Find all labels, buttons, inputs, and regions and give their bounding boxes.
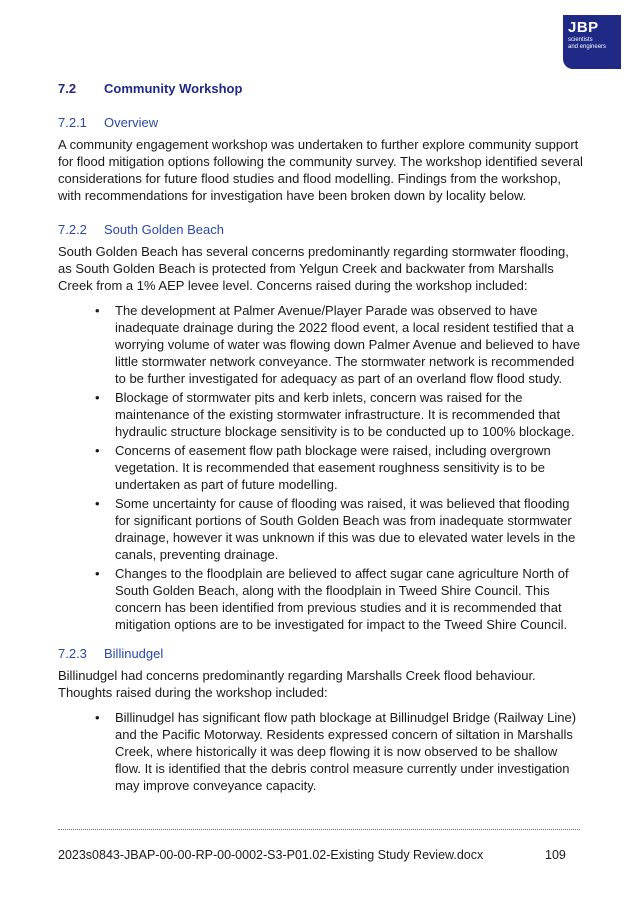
- billinudgel-intro: Billinudgel had concerns predominantly regarding Marshalls Creek flood behaviour. Thoughts raised during the workshop included:: [58, 668, 536, 700]
- bullet-icon: •: [95, 303, 100, 318]
- list-item-text: Billinudgel has significant flow path blockage at Billinudgel Bridge (Railway Line) and the Pacific Motorway. Residents expressed concern of siltation in Marshalls Creek, where historically it was deep flowing it is now observed to be shallow flow. It is identified that the debris control measure currently under investigation may improve conveyance capacity.: [115, 710, 577, 793]
- list-item: [95, 495, 585, 563]
- overview-paragraph: A community engagement workshop was undertaken to further explore community support for flood mitigation options following the community survey. The workshop identified several considerations for future flood studies and flood modelling. Findings from the workshop, with recommendations for investigation have been broken down by locality below.: [58, 137, 583, 203]
- list-item: [95, 709, 585, 794]
- south-golden-beach-number: 7.2.2: [58, 222, 87, 237]
- list-item-text: Concerns of easement flow path blockage were raised, including overgrown vegetation. It is recommended that easement roughness sensitivity is to be undertaken as part of future modelling.: [115, 443, 551, 492]
- south-golden-beach-title: South Golden Beach: [104, 222, 224, 237]
- logo-name: JBP: [568, 19, 599, 36]
- logo-tagline-1: scientists: [568, 37, 593, 43]
- section-number: 7.2: [58, 81, 77, 96]
- bullet-icon: •: [95, 566, 100, 581]
- list-item: [95, 565, 585, 633]
- overview-heading: [58, 115, 158, 131]
- overview-title: Overview: [104, 115, 159, 130]
- section-title: Community Workshop: [104, 81, 243, 96]
- billinudgel-bullet-list: [95, 709, 585, 796]
- section-heading: [58, 81, 242, 97]
- company-logo: [563, 15, 621, 69]
- overview-number: 7.2.1: [58, 115, 87, 130]
- footer-divider: [58, 829, 580, 830]
- south-golden-beach-heading: [58, 222, 224, 238]
- billinudgel-heading: [58, 646, 163, 662]
- list-item: [95, 302, 585, 387]
- bullet-icon: •: [95, 390, 100, 405]
- billinudgel-title: Billinudgel: [104, 646, 164, 661]
- list-item-text: The development at Palmer Avenue/Player Parade was observed to have inadequate drainage during the 2022 flood event, a local resident testified that a worrying volume of water was flowing down Palmer Avenue and believed to have little stormwater network conveyance. The stormwater network is recommended to be further investigated for adequacy as part of an overland flow flood study.: [115, 303, 581, 386]
- bullet-icon: •: [95, 443, 100, 458]
- bullet-icon: •: [95, 710, 100, 725]
- bullet-icon: •: [95, 496, 100, 511]
- footer-page-number: 109: [545, 848, 566, 862]
- list-item-text: Changes to the floodplain are believed to affect sugar cane agriculture North of South Golden Beach, along with the floodplain in Tweed Shire Council. This concern has been identified from previous studies and it is recommended that mitigation options are to be investigated for impact to the Tweed Shire Council.: [115, 566, 569, 632]
- south-golden-beach-bullet-list: [95, 302, 585, 635]
- footer-document-name: 2023s0843-JBAP-00-00-RP-00-0002-S3-P01.02-Existing Study Review.docx: [58, 848, 484, 862]
- billinudgel-number: 7.2.3: [58, 646, 87, 661]
- list-item-text: Some uncertainty for cause of flooding was raised, it was believed that flooding for significant portions of South Golden Beach was from inadequate stormwater drainage, however it was unknown if this was due to elevated water levels in the canals, preventing drainage.: [115, 496, 576, 562]
- list-item: [95, 442, 585, 493]
- list-item: [95, 389, 585, 440]
- logo-tagline-2: and engineers: [568, 44, 607, 50]
- south-golden-beach-intro: South Golden Beach has several concerns predominantly regarding stormwater flooding, as South Golden Beach is protected from Yelgun Creek and backwater from Marshalls Creek from a 1% AEP levee level. Concerns raised during the workshop included:: [58, 244, 569, 293]
- list-item-text: Blockage of stormwater pits and kerb inlets, concern was raised for the maintenance of the existing stormwater infrastructure. It is recommended that hydraulic structure blockage sensitivity is to be conducted up to 100% blockage.: [115, 390, 575, 439]
